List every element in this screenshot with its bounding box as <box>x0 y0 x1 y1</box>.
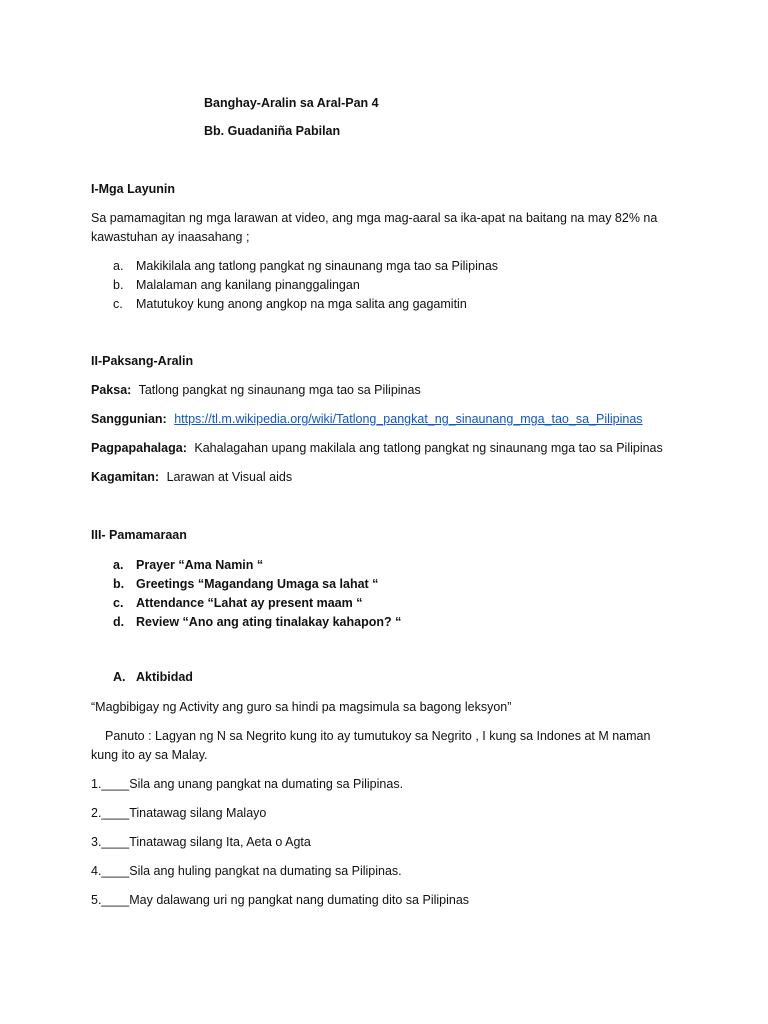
section-heading-paksang-aralin: II-Paksang-Aralin <box>91 354 194 368</box>
paksa-label: Paksa: <box>91 383 132 397</box>
list-item: 1.____Sila ang unang pangkat na dumating sa Pilipinas. <box>91 777 404 791</box>
list-item: 5.____May dalawang uri ng pangkat nang dumating dito sa Pilipinas <box>91 893 470 907</box>
sanggunian-row <box>91 410 643 428</box>
list-marker: c. <box>113 297 123 311</box>
pagpapahalaga-value: Kahalagahan upang makilala ang tatlong pangkat ng sinaunang mga tao sa Pilipinas <box>194 441 663 455</box>
pagpapahalaga-label: Pagpapahalaga: <box>91 441 187 455</box>
pagpapahalaga-row <box>91 439 663 457</box>
kagamitan-value: Larawan at Visual aids <box>166 470 293 484</box>
list-item-text: Makikilala ang tatlong pangkat ng sinaunang mga tao sa Pilipinas <box>136 259 499 273</box>
paksa-value: Tatlong pangkat ng sinaunang mga tao sa Pilipinas <box>138 383 421 397</box>
teacher-name: Bb. Guadaniña Pabilan <box>204 124 341 138</box>
panuto-line-2: kung ito ay sa Malay. <box>91 748 208 762</box>
list-marker: b. <box>113 278 124 292</box>
list-item-text: Greetings “Magandang Umaga sa lahat “ <box>136 577 379 591</box>
sanggunian-link[interactable]: https://tl.m.wikipedia.org/wiki/Tatlong_pangkat_ng_sinaunang_mga_tao_sa_Pilipinas <box>174 412 643 426</box>
layunin-intro-line-1: Sa pamamagitan ng mga larawan at video, ang mga mag-aaral sa ika-apat na baitang na may 82% na <box>91 211 658 225</box>
aktibidad-heading: Aktibidad <box>136 670 193 684</box>
kagamitan-row <box>91 468 292 486</box>
section-heading-pamamaraan: III- Pamamaraan <box>91 528 187 542</box>
paksa-row <box>91 381 421 399</box>
list-item: 3.____Tinatawag silang Ita, Aeta o Agta <box>91 835 311 849</box>
list-item-text: Prayer “Ama Namin “ <box>136 558 264 572</box>
document-title: Banghay-Aralin sa Aral-Pan 4 <box>204 96 379 110</box>
list-item-text: Review “Ano ang ating tinalakay kahapon? “ <box>136 615 402 629</box>
list-marker: d. <box>113 615 125 629</box>
list-item: 4.____Sila ang huling pangkat na dumating sa Pilipinas. <box>91 864 402 878</box>
aktibidad-quote: “Magbibigay ng Activity ang guro sa hindi pa magsimula sa bagong leksyon” <box>91 700 512 714</box>
layunin-intro-line-2: kawastuhan ay inaasahang ; <box>91 230 250 244</box>
section-heading-layunin: I-Mga Layunin <box>91 182 176 196</box>
kagamitan-label: Kagamitan: <box>91 470 160 484</box>
list-item-text: Attendance “Lahat ay present maam “ <box>136 596 363 610</box>
panuto-line-1: Panuto : Lagyan ng N sa Negrito kung ito ay tumutukoy sa Negrito , I kung sa Indones at M naman <box>105 729 651 743</box>
list-item-text: Malalaman ang kanilang pinanggalingan <box>136 278 360 292</box>
list-item-text: Matutukoy kung anong angkop na mga salita ang gagamitin <box>136 297 467 311</box>
list-marker: c. <box>113 596 124 610</box>
sanggunian-label: Sanggunian: <box>91 412 167 426</box>
list-marker: b. <box>113 577 125 591</box>
list-marker: a. <box>113 558 124 572</box>
list-item: 2.____Tinatawag silang Malayo <box>91 806 267 820</box>
list-marker: A. <box>113 670 126 684</box>
list-marker: a. <box>113 259 124 273</box>
